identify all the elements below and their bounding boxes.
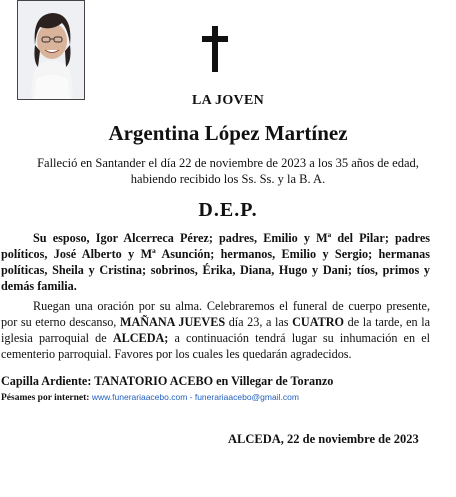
email-link[interactable]: funerariaacebo@gmail.com <box>194 392 299 402</box>
funeral-day: MAÑANA JUEVES <box>119 315 226 329</box>
funeral-details <box>1 298 430 362</box>
funeral-time: CUATRO <box>292 315 345 329</box>
deceased-prefix: LA JOVEN <box>191 93 265 108</box>
online-condolences <box>1 392 299 403</box>
death-notice-line-1: Falleció en Santander el día 22 de noviembre de 2023 a los 35 años de edad, <box>37 156 419 170</box>
death-notice <box>0 155 456 187</box>
link-separator: - <box>187 392 195 402</box>
place-date: ALCEDA, 22 de noviembre de 2023 <box>228 432 419 446</box>
death-notice-line-2: habiendo recibido los Ss. Ss. y la B. A. <box>130 172 326 186</box>
funeral-text-2: día 23, a las <box>225 315 293 329</box>
deceased-photo <box>17 0 85 100</box>
funeral-text-3: de la tarde, en la iglesia parroquial de <box>1 315 430 345</box>
deceased-name: Argentina López Martínez <box>108 121 348 145</box>
funeral-text-4: a continuación tendrá lugar su inhumación en el cementerio parroquial. Favores por los cuales les quedarán agradecidos. <box>1 331 430 361</box>
condolence-label: Pésames por internet: <box>1 393 90 403</box>
portrait-image <box>18 1 85 100</box>
rest-in-peace: D.E.P. <box>198 199 258 221</box>
chapel-info: Capilla Ardiente: TANATORIO ACEBO en Villegar de Toranzo <box>1 374 334 388</box>
website-link[interactable]: www.funerariaacebo.com <box>91 392 188 402</box>
funeral-text-1: Ruegan una oración por su alma. Celebraremos el funeral de cuerpo presente, por su eterno descanso, <box>1 299 430 329</box>
family-list: Su esposo, Igor Alcerreca Pérez; padres, Emilio y Mª del Pilar; padres políticos, José Alberto y Mª Asunción; hermanos, Emilio y Sergio; hermanas políticas, Sheila y Cristina; sobrinos, Érika, Diana, Hugo y Dani; tíos, primos y demás familia. <box>1 231 430 293</box>
cross-icon <box>200 26 230 72</box>
funeral-place: ALCEDA; <box>112 331 169 345</box>
